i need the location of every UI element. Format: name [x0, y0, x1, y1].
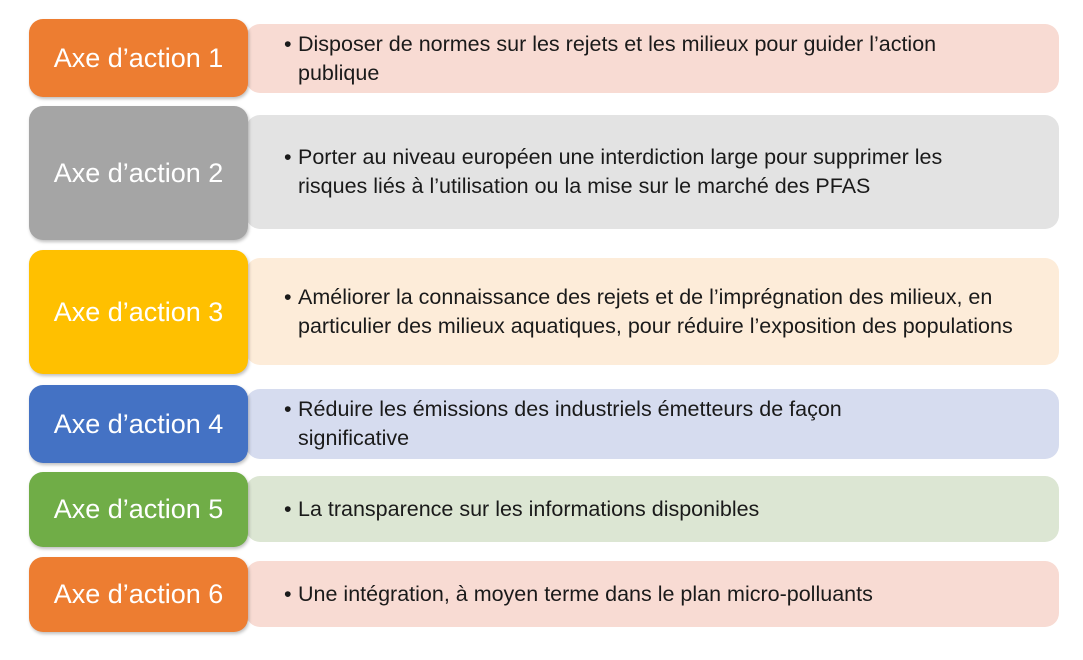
- bullet-icon: •: [284, 31, 292, 56]
- bullet-icon: •: [284, 397, 292, 421]
- axis-4-label: Axe d’action 4: [53, 408, 224, 439]
- axis-5-description: [284, 495, 760, 524]
- axis-5-label-box: [29, 472, 248, 547]
- axis-6-label-box: [29, 557, 248, 632]
- axis-5-description-text: La transparence sur les informations disponibles: [298, 496, 760, 521]
- axis-4-label-box: [29, 385, 248, 463]
- axis-6-label: Axe d’action 6: [53, 579, 224, 609]
- axis-4-description-box: [246, 389, 1059, 459]
- bullet-icon: •: [284, 496, 292, 521]
- axis-3-description-box: [246, 258, 1059, 365]
- axis-1-description: [284, 30, 989, 88]
- axis-6-description-box: [246, 561, 1059, 627]
- bullet-icon: •: [284, 284, 292, 309]
- axis-3-description-text: Améliorer la connaissance des rejets et de l’imprégnation des milieux, en particulier des milieux aquatiques, pour réduire l’exposition des populations: [298, 284, 1013, 338]
- axis-2-description: [284, 143, 949, 201]
- axis-1-description-text: Disposer de normes sur les rejets et les milieux pour guider l’action publique: [298, 31, 937, 85]
- axis-3-label: Axe d’action 3: [53, 296, 224, 327]
- axis-5-description-box: [246, 476, 1059, 542]
- axis-1-description-box: [246, 24, 1059, 93]
- axis-2-label: Axe d’action 2: [53, 157, 224, 188]
- bullet-icon: •: [284, 581, 292, 606]
- axis-1-label: Axe d’action 1: [53, 42, 224, 73]
- axis-5-label: Axe d’action 5: [53, 494, 224, 524]
- axis-3-description: [284, 283, 1039, 341]
- axis-2-description-box: [246, 115, 1059, 229]
- axis-6-description-text: Une intégration, à moyen terme dans le plan micro-polluants: [298, 581, 873, 606]
- axis-2-description-text: Porter au niveau européen une interdiction large pour supprimer les risques liés à l’utilisation ou la mise sur le marché des PFAS: [298, 145, 943, 198]
- axis-2-label-box: [29, 106, 248, 240]
- axis-6-description: [284, 580, 873, 609]
- axis-3-label-box: [29, 250, 248, 374]
- axis-4-description-text: Réduire les émissions des industriels émetteurs de façon significative: [298, 397, 842, 450]
- axis-1-label-box: [29, 19, 248, 97]
- axis-4-description: [284, 395, 949, 453]
- bullet-icon: •: [284, 145, 292, 169]
